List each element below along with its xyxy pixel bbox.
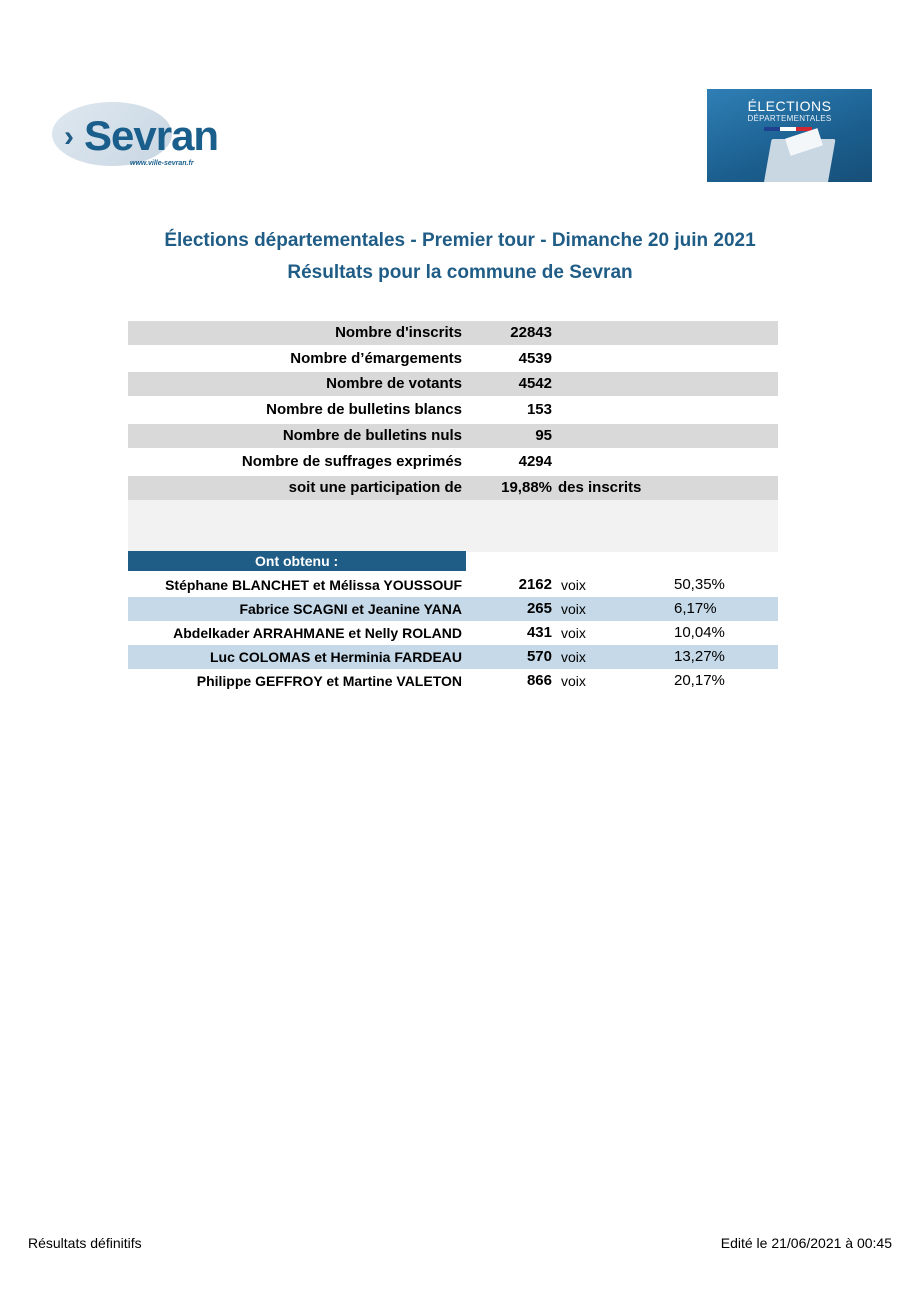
candidate-percent: 20,17%	[674, 672, 725, 689]
footer-status: Résultats définitifs	[28, 1235, 142, 1251]
badge-subtitle: DÉPARTEMENTALES	[747, 114, 832, 123]
page-subtitle: Résultats pour la commune de Sevran	[287, 262, 633, 283]
stat-value: 153	[526, 401, 552, 418]
candidate-name: Fabrice SCAGNI et Jeanine YANA	[239, 601, 462, 617]
candidate-votes: 2162	[518, 576, 552, 593]
candidate-percent: 10,04%	[674, 624, 725, 641]
candidate-votes: 265	[526, 600, 552, 617]
logo-text: Sevran	[84, 112, 219, 159]
stat-value: 22843	[510, 324, 552, 341]
candidate-votes: 431	[526, 624, 552, 641]
candidate-votes: 866	[526, 672, 552, 689]
stat-row-emargements	[128, 347, 778, 371]
candidate-percent: 13,27%	[674, 648, 725, 665]
candidate-name: Abdelkader ARRAHMANE et Nelly ROLAND	[173, 625, 462, 641]
candidate-row	[128, 573, 778, 597]
stat-row-participation	[128, 476, 778, 500]
stat-row-votants	[128, 372, 778, 396]
page-title: Élections départementales - Premier tour - Dimanche 20 juin 2021	[164, 230, 756, 251]
logo-url: www.ville-sevran.fr	[130, 160, 194, 167]
candidate-row	[128, 669, 778, 693]
candidate-unit: voix	[561, 577, 586, 593]
stat-value: 4542	[518, 375, 552, 392]
french-flag-icon	[764, 127, 812, 131]
stat-label: Nombre de bulletins blancs	[266, 401, 462, 418]
candidate-percent: 50,35%	[674, 576, 725, 593]
results-header-label: Ont obtenu :	[255, 553, 339, 569]
candidate-row	[128, 645, 778, 669]
stat-row-blancs	[128, 398, 778, 422]
stat-value: 95	[535, 427, 552, 444]
stat-value: 4539	[518, 350, 552, 367]
candidate-name: Philippe GEFFROY et Martine VALETON	[196, 673, 462, 689]
stat-row-inscrits	[128, 321, 778, 345]
stat-label: Nombre de bulletins nuls	[282, 427, 462, 444]
spacer-block	[128, 500, 778, 552]
candidate-unit: voix	[561, 673, 586, 689]
candidate-name: Luc COLOMAS et Herminia FARDEAU	[209, 649, 462, 665]
stat-row-nuls	[128, 424, 778, 448]
elections-badge	[707, 89, 872, 182]
badge-title: ÉLECTIONS	[747, 98, 832, 114]
stat-label: soit une participation de	[288, 479, 462, 496]
candidate-votes: 570	[526, 648, 552, 665]
stat-label: Nombre d’émargements	[290, 350, 462, 367]
stat-label: Nombre d'inscrits	[335, 324, 462, 341]
results-header	[128, 551, 466, 571]
stat-label: Nombre de votants	[326, 375, 462, 392]
candidate-row	[128, 597, 778, 621]
stat-value: 4294	[518, 453, 552, 470]
sevran-logo	[52, 100, 227, 180]
candidate-percent: 6,17%	[674, 600, 717, 617]
footer-edit-date: Edité le 21/06/2021 à 00:45	[720, 1235, 892, 1251]
candidate-name: Stéphane BLANCHET et Mélissa YOUSSOUF	[165, 577, 462, 593]
candidate-unit: voix	[561, 649, 586, 665]
candidate-unit: voix	[561, 601, 586, 617]
stat-value: 19,88%	[501, 479, 552, 496]
candidate-row	[128, 621, 778, 645]
chevron-right-icon: ›	[64, 120, 74, 153]
stat-row-exprimes	[128, 450, 778, 474]
stat-extra: des inscrits	[558, 479, 642, 496]
stat-label: Nombre de suffrages exprimés	[241, 453, 462, 470]
candidate-unit: voix	[561, 625, 586, 641]
